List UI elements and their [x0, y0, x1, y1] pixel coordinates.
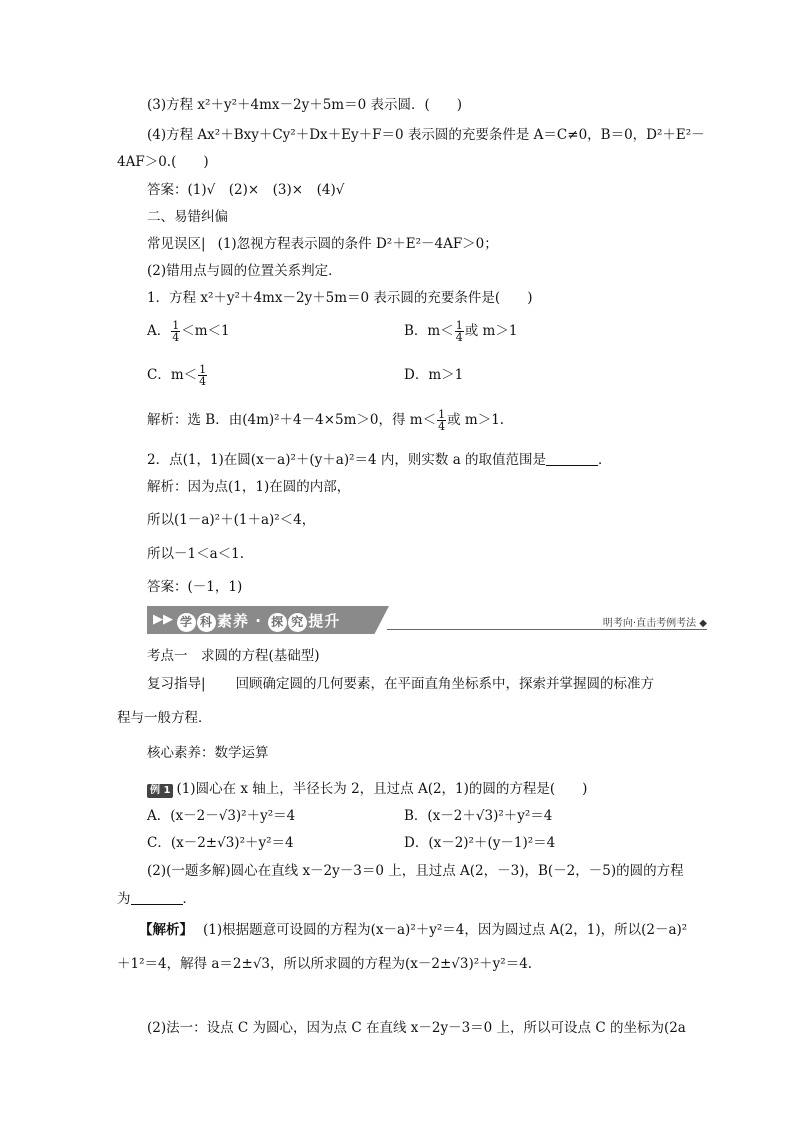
problem-2-solution-3: 所以－1＜a＜1. [147, 546, 245, 562]
analysis-line-1: 【解析】 (1)根据题意可设圆的方程为(x－a)²＋y²＝4，因为圆过点 A(2，1)，所以(2－a)² [139, 922, 688, 938]
core-literacy: 核心素养：数学运算 [147, 745, 269, 761]
answer-1: 答案：(1)√ (2)× (3)× (4)√ [147, 182, 345, 198]
question-4-line-1: (4)方程 Ax²＋Bxy＋Cy²＋Dx＋Ey＋F＝0 表示圆的充要条件是 A＝C≠0，B＝0，D²＋E²－ [147, 127, 705, 143]
problem-1-option-b: B．m＜ $\frac{1}{4}$ 或 m＞1 [404, 319, 518, 344]
example-1-option-b: B．(x－2＋√3)²＋y²＝4 [404, 808, 553, 824]
banner-subtitle: 明考向·直击考例考法 ◆ [602, 618, 707, 629]
fraction-one-quarter: $\frac{1}{4}$ [199, 363, 207, 388]
section-2-title: 二、易错纠偏 [147, 209, 228, 225]
review-guide-line-1: 复习指导| 回顾确定圆的几何要素，在平面直角坐标系中，探索并掌握圆的标准方 [147, 676, 655, 692]
question-3: (3)方程 x²＋y²＋4mx－2y＋5m＝0 表示圆．( ) [147, 97, 463, 113]
question-4-line-2: 4AF＞0.( ) [117, 154, 209, 170]
problem-1-option-c: C．m＜ $\frac{1}{4}$ [147, 363, 207, 388]
example-badge: 例 1 [147, 784, 173, 798]
common-error-2: (2)错用点与圆的位置关系判定． [147, 263, 342, 279]
analysis-line-3: (2)法一：设点 C 为圆心，因为点 C 在直线 x－2y－3＝0 上，所以可设点 C 的坐标为(2a [147, 1020, 686, 1036]
review-guide-line-2: 程与一般方程． [117, 710, 212, 726]
answer-blank [131, 892, 183, 905]
example-1-q2-line-2: 为 ． [117, 891, 196, 907]
common-error-label: 常见误区| [147, 236, 206, 252]
problem-2-question: 2．点(1，1)在圆(x－a)²＋(y＋a)²＝4 内，则实数 a 的取值范围是 ． [147, 452, 612, 468]
banner-title: 学 科 素养 · 探 究 提升 [177, 610, 340, 632]
example-1-option-c: C．(x－2±√3)²＋y²＝4 [147, 835, 294, 851]
fraction-one-quarter: $\frac{1}{4}$ [438, 408, 446, 433]
problem-2-solution-2: 所以(1－a)²＋(1＋a)²＜4， [147, 512, 316, 528]
answer-blank [546, 453, 598, 466]
divider [387, 629, 707, 630]
example-1-option-a: A．(x－2－√3)²＋y²＝4 [147, 808, 296, 824]
problem-1-option-a: A． $\frac{1}{4}$ ＜m＜1 [147, 319, 230, 344]
fraction-one-quarter: $\frac{1}{4}$ [455, 319, 463, 344]
kaodian-1-title: 考点一 求圆的方程(基础型) [147, 648, 320, 664]
analysis-label: 【解析】 [139, 922, 193, 938]
problem-1-option-d: D．m＞1 [404, 367, 464, 383]
problem-1-question: 1．方程 x²＋y²＋4mx－2y＋5m＝0 表示圆的充要条件是( ) [147, 290, 533, 306]
section-banner [147, 606, 707, 634]
example-1-question: 例 1 (1)圆心在 x 轴上，半径长为 2，且过点 A(2，1)的圆的方程是( ) [147, 780, 587, 798]
problem-2-solution-1: 解析：因为点(1，1)在圆的内部， [147, 479, 351, 495]
diamond-icon: ◆ [699, 618, 707, 629]
common-error-line-1 [147, 235, 498, 253]
example-1-option-d: D．(x－2)²＋(y－1)²＝4 [404, 835, 556, 851]
fraction-one-quarter: $\frac{1}{4}$ [172, 319, 180, 344]
example-1-q2-line-1: (2)(一题多解)圆心在直线 x－2y－3＝0 上，且过点 A(2，－3)，B(－2，－5)的圆的方程 [147, 863, 684, 879]
common-error-1: (1)忽视方程表示圆的条件 D²＋E²－4AF＞0； [217, 236, 498, 252]
double-arrow-icon: ▶▶ [153, 612, 173, 627]
problem-2-answer: 答案：(－1，1) [147, 579, 243, 595]
analysis-line-2: ＋1²＝4，解得 a＝2±√3，所以所求圆的方程为(x－2±√3)²＋y²＝4. [117, 956, 533, 972]
problem-1-solution: 解析：选 B．由(4m)²＋4－4×5m＞0，得 m＜ $\frac{1}{4}$ 或 m＞1. [147, 408, 505, 433]
